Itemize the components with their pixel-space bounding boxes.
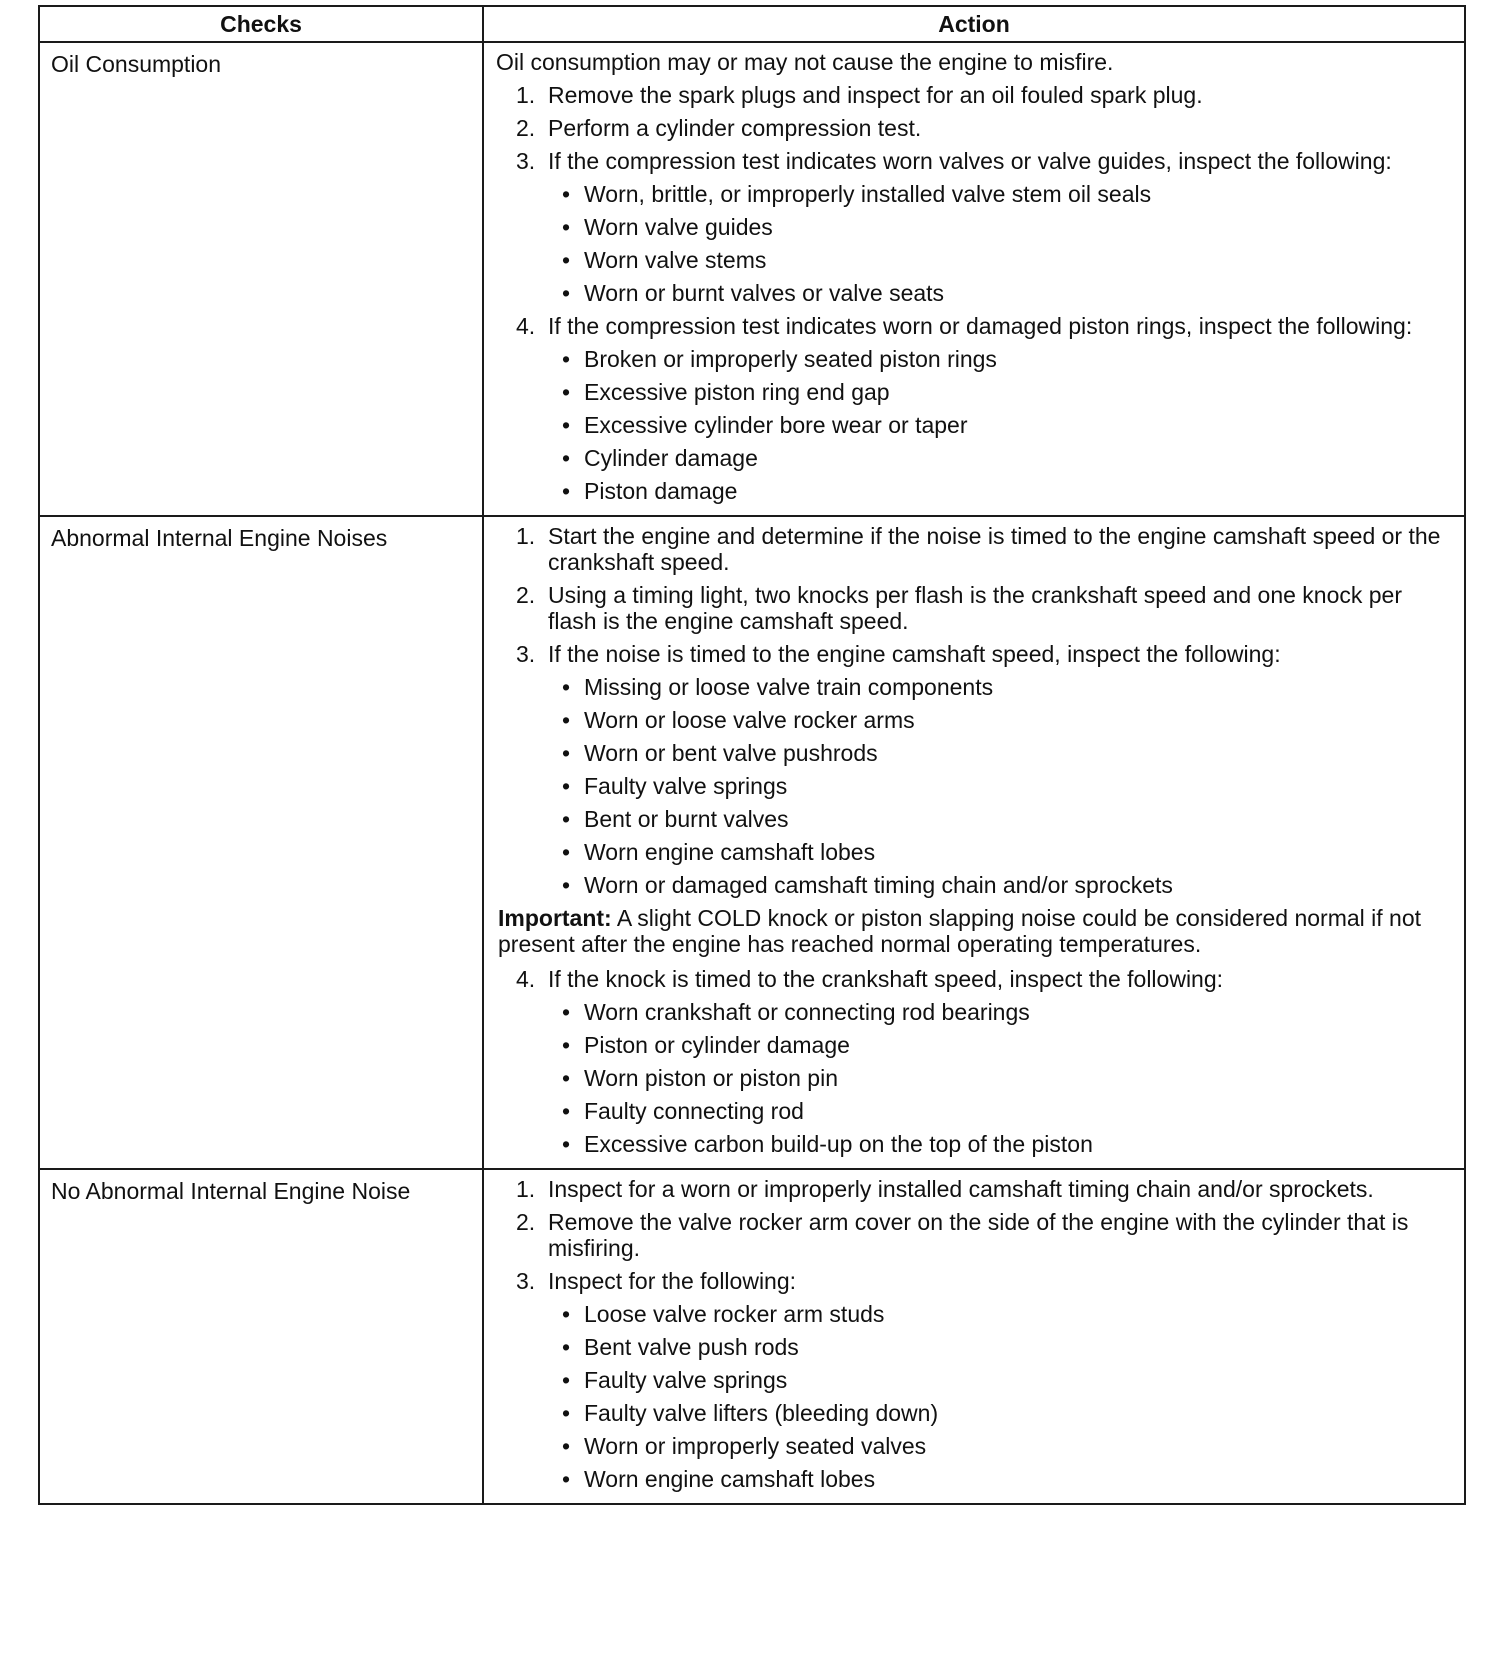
step-text: Using a timing light, two knocks per flash is the crankshaft speed and one knock per flash is the engine camshaft speed. (548, 582, 1403, 634)
bullet-icon: • (562, 478, 571, 504)
bullet-icon: • (562, 999, 571, 1025)
note-label: Important: (498, 905, 612, 931)
bullet-item (562, 412, 1454, 438)
bullet-icon: • (562, 1466, 571, 1492)
action-cell (483, 1169, 1465, 1504)
bullet-item (562, 1131, 1454, 1157)
bullet-item (562, 1032, 1454, 1058)
step-number: 2. (516, 582, 536, 608)
bullet-item (562, 1334, 1454, 1360)
bullet-icon: • (562, 445, 571, 471)
bullet-icon: • (562, 674, 571, 700)
bullet-item (562, 346, 1454, 372)
bullet-text: Piston or cylinder damage (584, 1032, 850, 1058)
bullet-icon: • (562, 839, 571, 865)
bullet-icon: • (562, 707, 571, 733)
table-row (39, 42, 1465, 516)
step-number: 2. (516, 1209, 536, 1235)
check-cell: Abnormal Internal Engine Noises (39, 516, 483, 1169)
bullet-item (562, 707, 1454, 733)
bullet-item (562, 1367, 1454, 1393)
bullet-text: Cylinder damage (584, 445, 758, 471)
bullet-item (562, 999, 1454, 1025)
bullet-icon: • (562, 1400, 571, 1426)
bullet-icon: • (562, 1301, 571, 1327)
step-number: 2. (516, 115, 536, 141)
bullet-icon: • (562, 412, 571, 438)
bullet-item (562, 379, 1454, 405)
bullet-text: Excessive carbon build-up on the top of the piston (584, 1131, 1093, 1157)
bullet-item (562, 1433, 1454, 1459)
numbered-step (516, 313, 1454, 339)
bullet-item (562, 1466, 1454, 1492)
bullet-text: Faulty connecting rod (584, 1098, 804, 1124)
action-intro: Oil consumption may or may not cause the engine to misfire. (496, 49, 1114, 75)
step-text: If the noise is timed to the engine camshaft speed, inspect the following: (548, 641, 1281, 667)
step-number: 3. (516, 641, 536, 667)
bullet-icon: • (562, 280, 571, 306)
action-cell (483, 42, 1465, 516)
step-text: Remove the valve rocker arm cover on the side of the engine with the cylinder that is misfiring. (548, 1209, 1409, 1261)
step-text: If the compression test indicates worn or damaged piston rings, inspect the following: (548, 313, 1413, 339)
note-text: A slight COLD knock or piston slapping noise could be considered normal if not present after the engine has reached normal operating temperatures. (498, 905, 1422, 957)
action-cell (483, 516, 1465, 1169)
step-number: 3. (516, 1268, 536, 1294)
step-number: 1. (516, 82, 536, 108)
bullet-icon: • (562, 806, 571, 832)
bullet-text: Piston damage (584, 478, 738, 504)
bullet-item (562, 247, 1454, 273)
numbered-step (516, 82, 1454, 108)
step-text: If the compression test indicates worn valves or valve guides, inspect the following: (548, 148, 1392, 174)
numbered-step (516, 1176, 1454, 1202)
step-text: Start the engine and determine if the noise is timed to the engine camshaft speed or the crankshaft speed. (548, 523, 1441, 575)
bullet-item (562, 478, 1454, 504)
header-action: Action (483, 6, 1465, 42)
bullet-item (562, 181, 1454, 207)
bullet-icon: • (562, 1065, 571, 1091)
bullet-text: Excessive piston ring end gap (584, 379, 890, 405)
bullet-item (562, 445, 1454, 471)
bullet-text: Worn engine camshaft lobes (584, 1466, 876, 1492)
numbered-step (516, 966, 1454, 992)
bullet-text: Loose valve rocker arm studs (584, 1301, 885, 1327)
numbered-step (516, 523, 1454, 575)
bullet-icon: • (562, 379, 571, 405)
numbered-step (516, 641, 1454, 667)
bullet-icon: • (562, 214, 571, 240)
bullet-icon: • (562, 773, 571, 799)
bullet-icon: • (562, 1334, 571, 1360)
bullet-text: Excessive cylinder bore wear or taper (584, 412, 968, 438)
important-note (498, 905, 1454, 957)
bullet-item (562, 674, 1454, 700)
step-number: 3. (516, 148, 536, 174)
bullet-item (562, 1098, 1454, 1124)
bullet-item (562, 773, 1454, 799)
bullet-item (562, 740, 1454, 766)
bullet-text: Faulty valve lifters (bleeding down) (584, 1400, 939, 1426)
bullet-text: Worn or loose valve rocker arms (584, 707, 915, 733)
step-text: Perform a cylinder compression test. (548, 115, 922, 141)
bullet-text: Worn valve guides (584, 214, 773, 240)
numbered-step (516, 1268, 1454, 1294)
bullet-icon: • (562, 1098, 571, 1124)
bullet-text: Worn, brittle, or improperly installed valve stem oil seals (584, 181, 1152, 207)
numbered-step (516, 1209, 1454, 1261)
bullet-item (562, 839, 1454, 865)
bullet-icon: • (562, 346, 571, 372)
bullet-item (562, 806, 1454, 832)
bullet-text: Bent or burnt valves (584, 806, 789, 832)
bullet-text: Bent valve push rods (584, 1334, 799, 1360)
step-number: 4. (516, 966, 536, 992)
header-checks: Checks (39, 6, 483, 42)
bullet-text: Worn or burnt valves or valve seats (584, 280, 945, 306)
bullet-text: Worn or bent valve pushrods (584, 740, 878, 766)
bullet-icon: • (562, 247, 571, 273)
bullet-item (562, 1400, 1454, 1426)
check-cell: No Abnormal Internal Engine Noise (39, 1169, 483, 1504)
numbered-step (516, 148, 1454, 174)
bullet-item (562, 872, 1454, 898)
step-text: Inspect for the following: (548, 1268, 797, 1294)
table-row (39, 516, 1465, 1169)
bullet-text: Worn or improperly seated valves (584, 1433, 927, 1459)
step-text: If the knock is timed to the crankshaft speed, inspect the following: (548, 966, 1224, 992)
bullet-text: Worn engine camshaft lobes (584, 839, 876, 865)
step-number: 1. (516, 523, 536, 549)
bullet-icon: • (562, 1032, 571, 1058)
table-row (39, 1169, 1465, 1504)
bullet-item (562, 1065, 1454, 1091)
step-number: 1. (516, 1176, 536, 1202)
bullet-icon: • (562, 1433, 571, 1459)
numbered-step (516, 582, 1454, 634)
diagnostic-checks-table (38, 5, 1466, 1505)
step-number: 4. (516, 313, 536, 339)
bullet-text: Worn valve stems (584, 247, 767, 273)
bullet-text: Broken or improperly seated piston rings (584, 346, 997, 372)
bullet-text: Worn or damaged camshaft timing chain and/or sprockets (584, 872, 1173, 898)
step-text: Remove the spark plugs and inspect for an oil fouled spark plug. (548, 82, 1203, 108)
bullet-text: Worn piston or piston pin (584, 1065, 838, 1091)
bullet-text: Worn crankshaft or connecting rod bearings (584, 999, 1030, 1025)
check-cell: Oil Consumption (39, 42, 483, 516)
bullet-text: Faulty valve springs (584, 1367, 788, 1393)
bullet-item (562, 214, 1454, 240)
bullet-text: Missing or loose valve train components (584, 674, 994, 700)
bullet-text: Faulty valve springs (584, 773, 788, 799)
bullet-icon: • (562, 1131, 571, 1157)
bullet-item (562, 1301, 1454, 1327)
bullet-icon: • (562, 1367, 571, 1393)
bullet-item (562, 280, 1454, 306)
bullet-icon: • (562, 740, 571, 766)
header-row (39, 6, 1465, 42)
bullet-icon: • (562, 872, 571, 898)
numbered-step (516, 115, 1454, 141)
bullet-icon: • (562, 181, 571, 207)
step-text: Inspect for a worn or improperly installed camshaft timing chain and/or sprockets. (548, 1176, 1374, 1202)
table-body (39, 42, 1465, 1504)
